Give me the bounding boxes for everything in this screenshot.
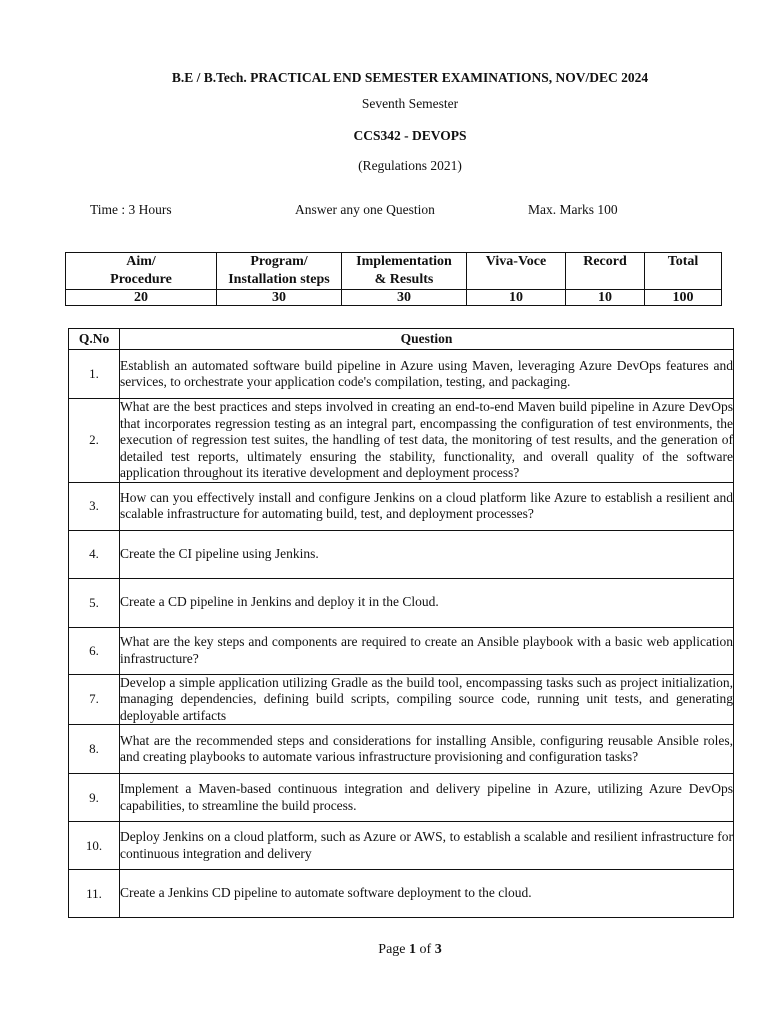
marks-value-cell: 20 xyxy=(66,290,217,306)
question-number: 4. xyxy=(69,530,120,578)
question-text: Create the CI pipeline using Jenkins. xyxy=(120,530,734,578)
question-row xyxy=(69,578,734,627)
marks-table xyxy=(65,252,722,306)
marks-header-cell: Program/ Installation steps xyxy=(217,253,342,290)
marks-value-cell: 10 xyxy=(566,290,645,306)
marks-header-cell: Viva-Voce xyxy=(467,253,566,290)
marks-values-row xyxy=(66,290,722,306)
question-number: 2. xyxy=(69,399,120,483)
time-label: Time : 3 Hours xyxy=(90,202,172,217)
instruction-label: Answer any one Question xyxy=(295,202,435,217)
marks-value-cell: 10 xyxy=(467,290,566,306)
question-text: What are the recommended steps and considerations for installing Ansible, configuring reusable Ansible roles, and creating playbooks to automate various infrastructure provisioning and configuration tasks? xyxy=(120,725,734,774)
question-row xyxy=(69,627,734,674)
exam-title: B.E / B.Tech. PRACTICAL END SEMESTER EXAMINATIONS, NOV/DEC 2024 xyxy=(171,70,649,85)
marks-header-row xyxy=(66,253,722,290)
page-prefix: Page xyxy=(378,942,406,957)
question-text: Deploy Jenkins on a cloud platform, such as Azure or AWS, to establish a scalable and resilient infrastructure for continuous integration and delivery xyxy=(120,822,734,870)
question-number: 1. xyxy=(69,350,120,399)
page-total: 3 xyxy=(434,942,442,957)
question-number: 6. xyxy=(69,627,120,674)
marks-header-cell: Aim/ Procedure xyxy=(66,253,217,290)
qno-column-header: Q.No xyxy=(69,329,120,350)
marks-value-cell: 30 xyxy=(217,290,342,306)
question-row xyxy=(69,822,734,870)
question-row xyxy=(69,350,734,399)
question-text: Create a Jenkins CD pipeline to automate software deployment to the cloud. xyxy=(120,870,734,918)
question-column-header: Question xyxy=(120,329,734,350)
page-number: 1 xyxy=(409,942,417,957)
question-number: 7. xyxy=(69,674,120,725)
course-title: CCS342 - DEVOPS xyxy=(353,128,467,143)
marks-header-cell: Total xyxy=(645,253,722,290)
question-text: Establish an automated software build pipeline in Azure using Maven, leveraging Azure DevOps features and services, to orchestrate your application code's compilation, testing, and packaging. xyxy=(120,350,734,399)
question-row xyxy=(69,530,734,578)
question-number: 11. xyxy=(69,870,120,918)
question-number: 8. xyxy=(69,725,120,774)
questions-header-row xyxy=(69,329,734,350)
question-text: What are the best practices and steps involved in creating an end-to-end Maven build pipeline in Azure DevOps that incorporates regression testing as an integral part, encompassing the configuration of test environments, the execution of regression test suites, the handling of test data, the monitoring of test results, and the generation of detailed test reports, ultimately ensuring the stability, functionality, and overall quality of the software application throughout its iterative development and deployment process? xyxy=(120,399,733,480)
question-row xyxy=(69,482,734,530)
question-text: Develop a simple application utilizing Gradle as the build tool, encompassing tasks such as project initialization, managing dependencies, defining build scripts, compiling source code, running unit tests, and generating deployable artifacts xyxy=(120,674,733,723)
question-row xyxy=(69,674,734,725)
page-footer xyxy=(0,942,768,958)
question-number: 3. xyxy=(69,482,120,530)
max-marks-label: Max. Marks 100 xyxy=(528,202,618,217)
question-number: 5. xyxy=(69,578,120,627)
question-text: What are the key steps and components are required to create an Ansible playbook with a basic web application infrastructure? xyxy=(120,627,734,674)
marks-header-cell: Implementation & Results xyxy=(342,253,467,290)
question-row xyxy=(69,399,734,483)
question-row xyxy=(69,725,734,774)
page-of: of xyxy=(419,942,432,957)
question-row xyxy=(69,774,734,822)
question-text: Create a CD pipeline in Jenkins and deploy it in the Cloud. xyxy=(120,578,734,627)
regulations-label: (Regulations 2021) xyxy=(358,158,462,173)
question-text: Implement a Maven-based continuous integration and delivery pipeline in Azure, utilizing Azure DevOps capabilities, to streamline the build process. xyxy=(120,774,734,822)
question-number: 10. xyxy=(69,822,120,870)
question-number: 9. xyxy=(69,774,120,822)
question-row xyxy=(69,870,734,918)
semester-label: Seventh Semester xyxy=(361,96,459,111)
marks-value-cell: 30 xyxy=(342,290,467,306)
marks-value-cell: 100 xyxy=(645,290,722,306)
questions-table xyxy=(68,328,734,918)
question-text: How can you effectively install and configure Jenkins on a cloud platform like Azure to establish a resilient and scalable infrastructure for automating build, test, and deployment processes? xyxy=(120,482,734,530)
marks-header-cell: Record xyxy=(566,253,645,290)
